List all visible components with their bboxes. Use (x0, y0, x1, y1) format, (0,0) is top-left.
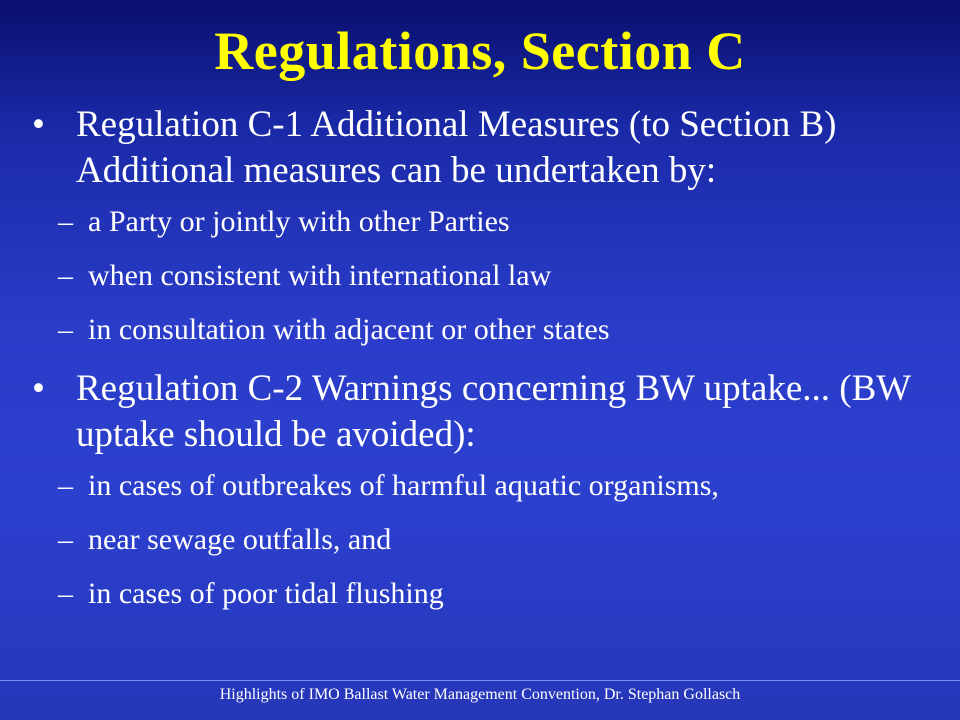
bullet-icon: • (32, 368, 45, 409)
sub-list (30, 468, 950, 612)
sub-item (30, 312, 950, 348)
sub-item-text: near sewage outfalls, and (88, 523, 392, 556)
slide-title: Regulations, Section C (214, 21, 746, 81)
dash-icon: – (58, 313, 73, 346)
sub-item (30, 522, 950, 558)
sub-list (30, 204, 950, 348)
dash-icon: – (58, 205, 73, 238)
slide-footer: Highlights of IMO Ballast Water Management Convention, Dr. Stephan Gollasch (219, 686, 741, 703)
sub-item (30, 468, 950, 504)
sub-item (30, 258, 950, 294)
bullet-item (30, 102, 950, 194)
sub-item-text: in cases of poor tidal flushing (88, 577, 444, 610)
bullet-text: Regulation C-2 Warnings concerning BW uptake... (BW uptake should be avoided): (76, 368, 911, 455)
footer-divider (0, 680, 960, 681)
dash-icon: – (58, 577, 73, 610)
bullet-icon: • (32, 104, 45, 145)
sub-item-text: a Party or jointly with other Parties (88, 205, 510, 238)
slide-content (30, 102, 950, 630)
sub-item-text: in cases of outbreakes of harmful aquatic organisms, (88, 469, 719, 502)
dash-icon: – (58, 523, 73, 556)
dash-icon: – (58, 469, 73, 502)
sub-item (30, 204, 950, 240)
bullet-text: Regulation C-1 Additional Measures (to Section B) Additional measures can be undertaken by: (76, 104, 837, 191)
dash-icon: – (58, 259, 73, 292)
sub-item-text: when consistent with international law (88, 259, 552, 292)
bullet-item (30, 366, 950, 458)
sub-item-text: in consultation with adjacent or other states (88, 313, 610, 346)
sub-item (30, 576, 950, 612)
